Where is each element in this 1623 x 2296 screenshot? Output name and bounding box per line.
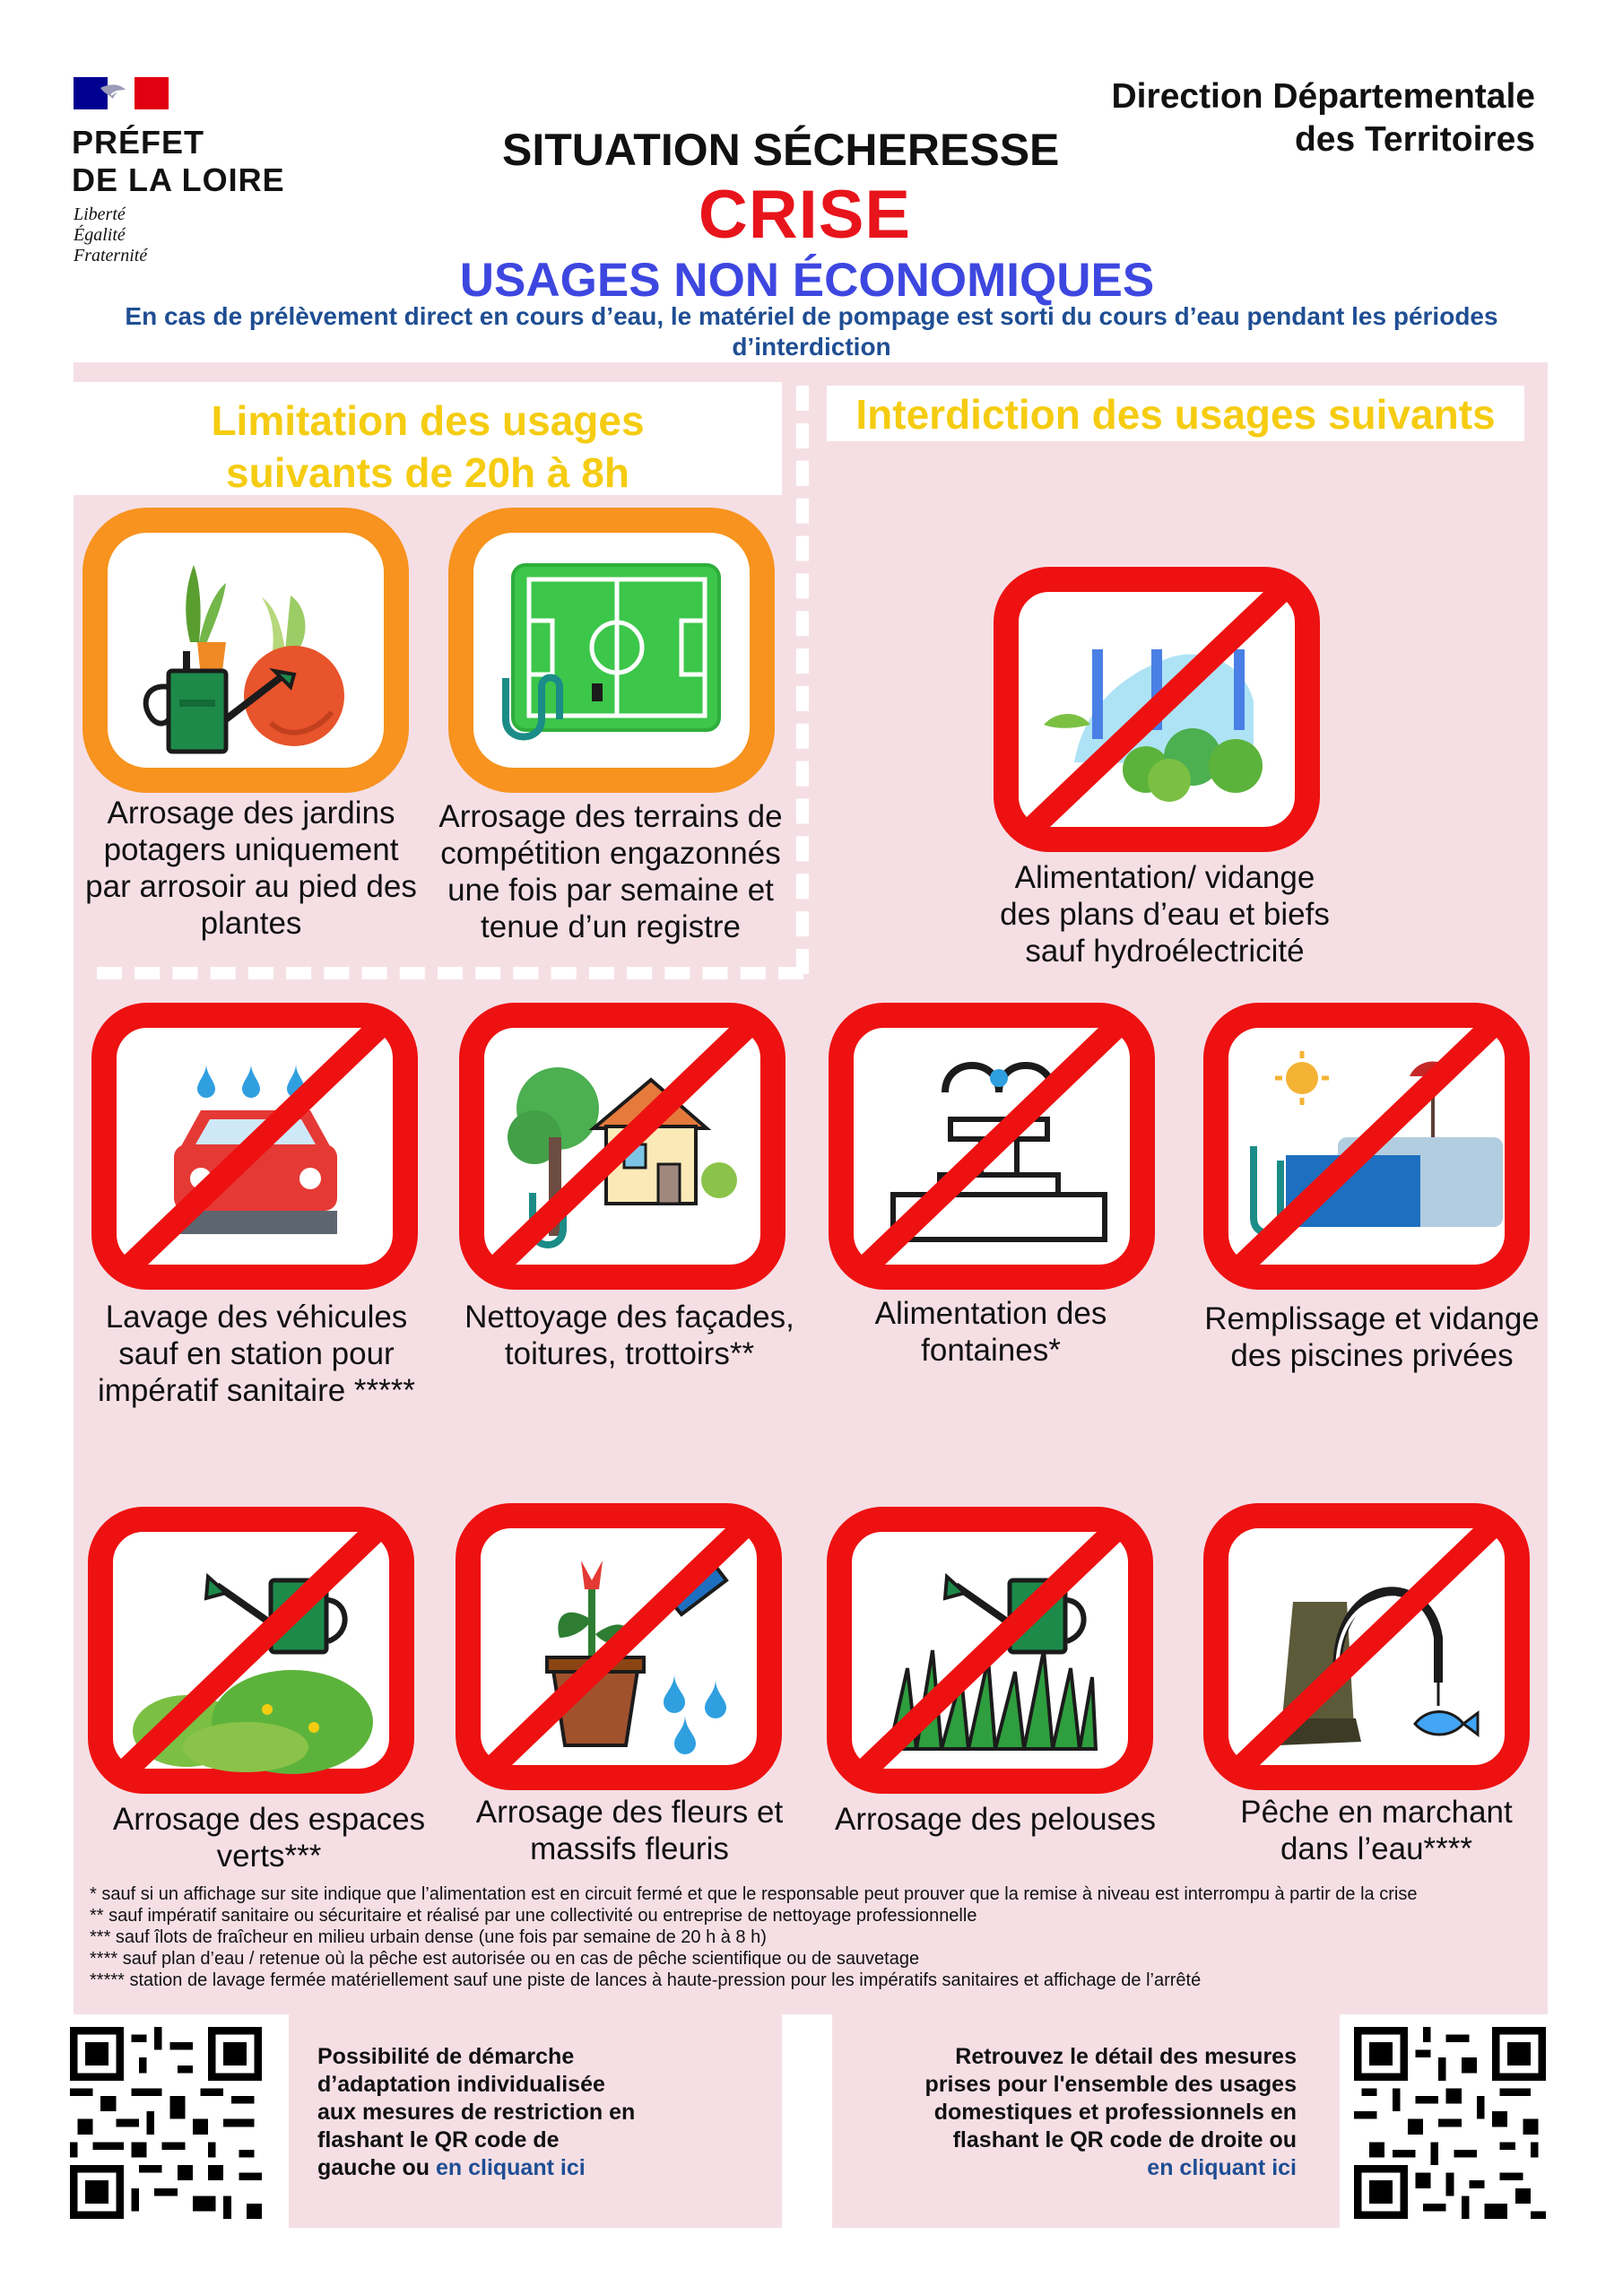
swimming-pool-icon bbox=[1203, 1003, 1530, 1290]
prefecture-name-line2: DE LA LOIRE bbox=[72, 161, 285, 198]
agency-name-line2: des Territoires bbox=[1294, 120, 1535, 159]
adaptation-line5-text: gauche ou bbox=[317, 2155, 436, 2180]
pumping-notice: En cas de prélèvement direct en cours d’eau, le matériel de pompage est sorti du cours d’eau pendant les périodes d’interdiction bbox=[125, 302, 1498, 361]
prefecture-name-line1: PRÉFET bbox=[72, 124, 205, 161]
details-info-text bbox=[852, 2043, 1297, 2182]
adaptation-line5 bbox=[317, 2154, 748, 2182]
wading-fishing-icon bbox=[1203, 1503, 1530, 1790]
marianne-logo-icon bbox=[74, 77, 169, 109]
qr-code-left-icon[interactable] bbox=[70, 2027, 262, 2219]
car-wash-icon bbox=[91, 1003, 418, 1290]
pond-plants-icon bbox=[994, 567, 1320, 852]
caption-piscines: Remplissage et vidange des piscines privées bbox=[1204, 1301, 1540, 1373]
footnote-3: *** sauf îlots de fraîcheur en milieu urbain dense (une fois par semaine de 20 h à 8 h) bbox=[90, 1927, 767, 1947]
flower-pot-icon bbox=[456, 1503, 782, 1790]
footnote-1: * sauf si un affichage sur site indique que l’alimentation est en circuit fermé et que le responsable peut prouver que la remise à niveau est interrompu à partir de la crise bbox=[90, 1884, 1418, 1904]
caption-nettoyage-facades: Nettoyage des façades, toitures, trottoirs** bbox=[464, 1300, 794, 1371]
details-line1: Retrouvez le détail des mesures bbox=[955, 2044, 1297, 2069]
limitation-title: Limitation des usages suivants de 20h à 8h bbox=[211, 397, 645, 496]
adaptation-line4: flashant le QR code de bbox=[317, 2127, 560, 2152]
section-divider-vertical bbox=[796, 386, 809, 974]
adaptation-link[interactable]: en cliquant ici bbox=[435, 2155, 586, 2180]
caption-espaces-verts: Arrosage des espaces verts*** bbox=[112, 1802, 426, 1874]
caption-pelouses: Arrosage des pelouses bbox=[835, 1802, 1156, 1837]
lawn-watering-icon bbox=[827, 1507, 1153, 1794]
adaptation-line2: d’adaptation individualisée bbox=[317, 2072, 605, 2097]
interdiction-title: Interdiction des usages suivants bbox=[855, 391, 1496, 438]
adaptation-line1: Possibilité de démarche bbox=[317, 2044, 575, 2069]
details-link[interactable]: en cliquant ici bbox=[1147, 2155, 1297, 2180]
section-divider-horizontal bbox=[97, 967, 803, 979]
usage-category: USAGES NON ÉCONOMIQUES bbox=[459, 254, 1155, 307]
caption-lavage-vehicules: Lavage des véhicules sauf en station pour impératif sanitaire ***** bbox=[97, 1300, 416, 1408]
caption-plans-eau: Alimentation/ vidange des plans d’eau et biefs sauf hydroélectricité bbox=[1000, 860, 1330, 969]
footnote-4: **** sauf plan d’eau / retenue où la pêche est autorisée ou en cas de pêche scientifique ou de sauvetage bbox=[90, 1949, 920, 1969]
agency-name-line1: Direction Départementale bbox=[1111, 77, 1535, 116]
motto-egalite: Égalité bbox=[74, 225, 126, 245]
caption-peche: Pêche en marchant dans l’eau**** bbox=[1240, 1795, 1513, 1866]
details-line3: domestiques et professionnels en bbox=[933, 2100, 1297, 2125]
footnotes bbox=[90, 1883, 1542, 1991]
footnote-5: ***** station de lavage fermée matériellement sauf une piste de lances à haute-pression pour les impératifs sanitaires et affichage de l’arrêté bbox=[90, 1970, 1202, 1990]
crisis-level: CRISE bbox=[698, 177, 912, 253]
agency-name bbox=[997, 75, 1535, 161]
footnote-2: ** sauf impératif sanitaire ou sécuritaire et réalisé par une collectivité ou entreprise de nettoyage professionnelle bbox=[90, 1906, 977, 1926]
sports-field-hose-icon bbox=[448, 508, 775, 793]
details-line2: prises pour l'ensemble des usages bbox=[924, 2072, 1297, 2097]
caption-fontaines: Alimentation des fontaines* bbox=[874, 1296, 1107, 1368]
watering-can-vegetables-icon bbox=[82, 508, 409, 793]
details-line4: flashant le QR code de droite ou bbox=[952, 2127, 1297, 2152]
watering-green-spaces-icon bbox=[88, 1507, 414, 1794]
caption-terrains-competition: Arrosage des terrains de compétition engazonnés une fois par semaine et tenue d’un registre bbox=[438, 799, 783, 944]
page-title-text: SITUATION SÉCHERESSE bbox=[502, 125, 1060, 175]
fountain-icon bbox=[829, 1003, 1155, 1290]
adaptation-info-text bbox=[317, 2043, 748, 2182]
house-cleaning-icon bbox=[459, 1003, 785, 1290]
caption-fleurs: Arrosage des fleurs et massifs fleuris bbox=[475, 1795, 784, 1866]
adaptation-line3: aux mesures de restriction en bbox=[317, 2100, 636, 2125]
motto-fraternite: Fraternité bbox=[74, 246, 148, 265]
caption-jardins-potagers: Arrosage des jardins potagers uniquement par arrosoir au pied des plantes bbox=[85, 796, 417, 941]
qr-code-right-icon[interactable] bbox=[1354, 2027, 1546, 2219]
motto-liberte: Liberté bbox=[74, 204, 126, 224]
